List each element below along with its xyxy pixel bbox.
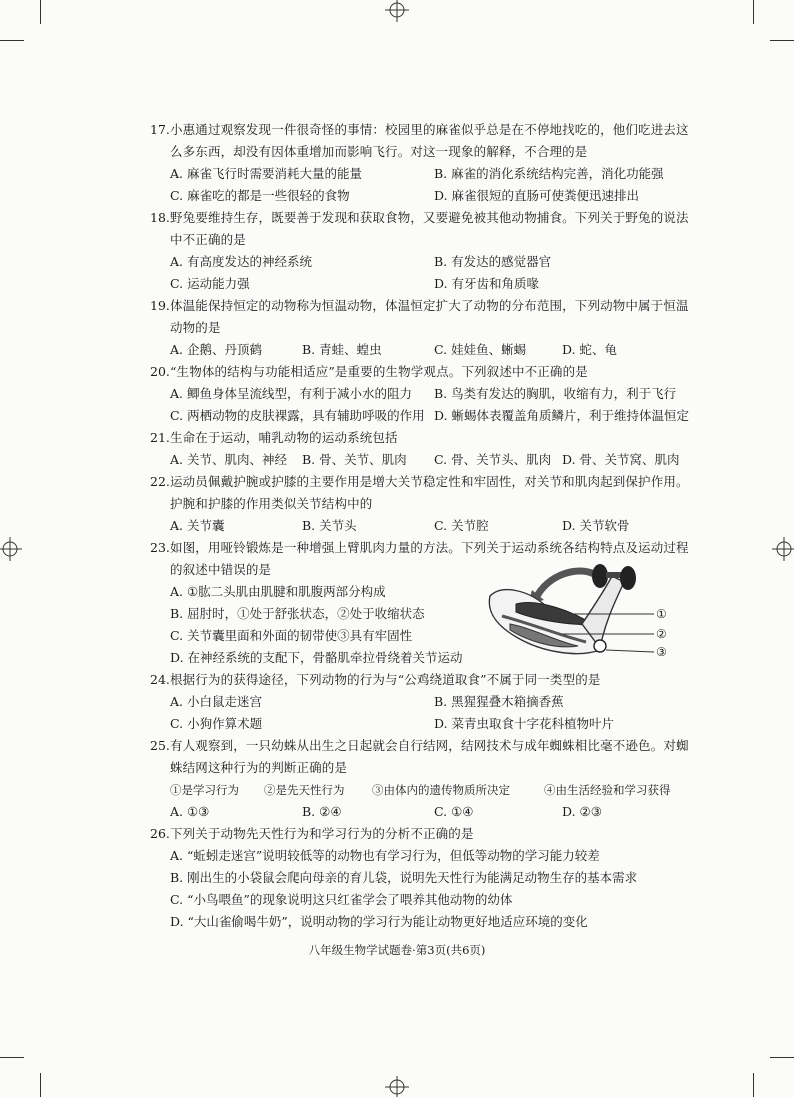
answer-option: A. ①③ xyxy=(170,804,210,819)
crop-mark xyxy=(0,1057,24,1058)
question-number: 26. xyxy=(150,826,170,841)
answer-option: D. 蛇、龟 xyxy=(562,342,618,357)
dumbbell-weight xyxy=(592,564,608,588)
answer-option: A. 有高度发达的神经系统 xyxy=(170,254,312,269)
answer-option: B. 关节头 xyxy=(302,518,357,533)
statement-item: ②是先天性行为 xyxy=(264,783,345,797)
answer-option: C. 两栖动物的皮肤裸露，具有辅助呼吸的作用 xyxy=(170,408,425,423)
answer-option: B. 青蛙、蝗虫 xyxy=(302,342,382,357)
answer-option: D. 骨、关节窝、肌肉 xyxy=(562,452,680,467)
question-stem: 么多东西，却没有因体重增加而影响飞行。对这一现象的解释，不合理的是 xyxy=(170,144,588,159)
answer-option: A. 关节、肌肉、神经 xyxy=(170,452,287,467)
answer-option: C. 娃娃鱼、蜥蜴 xyxy=(434,342,527,357)
dumbbell-bar xyxy=(606,572,622,578)
answer-option: D. 关节软骨 xyxy=(562,518,630,533)
answer-option: C. 运动能力强 xyxy=(170,276,250,291)
answer-option: C. 麻雀吃的都是一些很轻的食物 xyxy=(170,188,350,203)
question-stem: 体温能保持恒定的动物称为恒温动物，体温恒定扩大了动物的分布范围，下列动物中属于恒温 xyxy=(170,298,689,313)
answer-option: B. ②④ xyxy=(302,804,342,819)
answer-option: A. 关节囊 xyxy=(170,518,225,533)
answer-option: D. 有牙齿和角质喙 xyxy=(434,276,540,291)
question-stem: 中不正确的是 xyxy=(170,232,246,247)
question-number: 24. xyxy=(150,672,170,687)
statement-item: ①是学习行为 xyxy=(170,783,239,797)
question-stem: 下列关于动物先天性行为和学习行为的分析不正确的是 xyxy=(170,826,474,841)
crop-mark xyxy=(753,1073,754,1097)
question-stem: 护腕和护膝的作用类似关节结构中的 xyxy=(170,496,373,511)
figure-label-1: ① xyxy=(656,607,667,621)
answer-option: A. “蚯蚓走迷宫”说明较低等的动物也有学习行为，但低等动物的学习能力较差 xyxy=(170,848,600,863)
crop-mark xyxy=(40,0,41,24)
answer-option: B. 骨、关节、肌肉 xyxy=(302,452,407,467)
question-stem: 如图，用哑铃锻炼是一种增强上臂肌肉力量的方法。下列关于运动系统各结构特点及运动过程 xyxy=(170,540,689,555)
answer-option: D. 蜥蜴体表覆盖角质鳞片，利于维持体温恒定 xyxy=(434,408,690,423)
arm-dumbbell-figure xyxy=(482,562,682,666)
answer-option: B. 黑猩猩叠木箱摘香蕉 xyxy=(434,694,564,709)
leader-line-3 xyxy=(606,650,654,652)
curved-arrow-icon xyxy=(536,571,594,598)
dumbbell-weight xyxy=(620,566,636,590)
answer-option: A. ①肱二头肌由肌腱和肌腹两部分构成 xyxy=(170,584,386,599)
question-number: 23. xyxy=(150,540,170,555)
answer-option: B. 屈肘时，①处于舒张状态，②处于收缩状态 xyxy=(170,606,425,621)
question-number: 20. xyxy=(150,364,170,379)
answer-option: A. 鲫鱼身体呈流线型，有利于减小水的阻力 xyxy=(170,386,412,401)
answer-option: A. 麻雀飞行时需要消耗大量的能量 xyxy=(170,166,362,181)
question-number: 21. xyxy=(150,430,170,445)
crop-mark xyxy=(753,0,754,24)
question-stem: 动物的是 xyxy=(170,320,221,335)
registration-mark-left-icon xyxy=(0,535,22,563)
question-stem: 生命在于运动，哺乳动物的运动系统包括 xyxy=(170,430,398,445)
question-number: 17. xyxy=(150,122,170,137)
answer-option: D. ②③ xyxy=(562,804,602,819)
crop-mark xyxy=(0,40,24,41)
question-number: 18. xyxy=(150,210,170,225)
answer-option: D. 菜青虫取食十字花科植物叶片 xyxy=(434,716,615,731)
question-stem: 运动员佩戴护腕或护膝的主要作用是增大关节稳定性和牢固性，对关节和肌肉起到保护作用。 xyxy=(170,474,689,489)
registration-mark-top-icon xyxy=(383,0,411,22)
answer-option: D. 在神经系统的支配下，骨骼肌牵拉骨绕着关节运动 xyxy=(170,650,463,665)
statement-item: ③由体内的遗传物质所决定 xyxy=(372,783,510,797)
elbow-joint xyxy=(594,640,606,652)
question-stem: “生物体的结构与功能相适应”是重要的生物学观点。下列叙述中不正确的是 xyxy=(170,364,588,379)
answer-option: A. 小白鼠走迷宫 xyxy=(170,694,262,709)
question-stem: 小惠通过观察发现一件很奇怪的事情：校园里的麻雀似乎总是在不停地找吃的，他们吃进去这 xyxy=(170,122,689,137)
answer-option: A. 企鹅、丹顶鹤 xyxy=(170,342,262,357)
question-stem: 的叙述中错误的是 xyxy=(170,562,272,577)
answer-option: B. 有发达的感觉器官 xyxy=(434,254,552,269)
statement-item: ④由生活经验和学习获得 xyxy=(544,783,671,797)
question-number: 22. xyxy=(150,474,170,489)
figure-label-3: ③ xyxy=(656,645,667,659)
answer-option: C. “小鸟喂鱼”的现象说明这只红雀学会了喂养其他动物的幼体 xyxy=(170,892,513,907)
crop-mark xyxy=(770,40,794,41)
question-stem: 根据行为的获得途径，下列动物的行为与“公鸡绕道取食”不属于同一类型的是 xyxy=(170,672,601,687)
crop-mark xyxy=(770,1057,794,1058)
answer-option: B. 鸟类有发达的胸肌，收缩有力，利于飞行 xyxy=(434,386,677,401)
figure-label-2: ② xyxy=(656,627,667,641)
answer-option: C. ①④ xyxy=(434,804,474,819)
answer-option: B. 刚出生的小袋鼠会爬向母亲的育儿袋，说明先天性行为能满足动物生存的基本需求 xyxy=(170,870,638,885)
answer-option: C. 关节囊里面和外面的韧带使③具有牢固性 xyxy=(170,628,413,643)
registration-mark-right-icon xyxy=(772,535,794,563)
registration-mark-bottom-icon xyxy=(383,1076,411,1097)
question-stem: 有人观察到，一只幼蛛从出生之日起就会自行结网，结网技术与成年蜘蛛相比毫不逊色。对蜘 xyxy=(170,738,689,753)
page-footer: 八年级生物学试题卷·第3页(共6页) xyxy=(308,943,486,957)
crop-mark xyxy=(40,1073,41,1097)
answer-option: D. 麻雀很短的直肠可使粪便迅速排出 xyxy=(434,188,640,203)
question-stem: 野兔要维持生存，既要善于发现和获取食物，又要避免被其他动物捕食。下列关于野兔的说法 xyxy=(170,210,689,225)
question-number: 25. xyxy=(150,738,170,753)
answer-option: B. 麻雀的消化系统结构完善，消化功能强 xyxy=(434,166,664,181)
answer-option: C. 关节腔 xyxy=(434,518,489,533)
question-stem: 蛛结网这种行为的判断正确的是 xyxy=(170,760,348,775)
answer-option: C. 骨、关节头、肌肉 xyxy=(434,452,552,467)
question-number: 19. xyxy=(150,298,170,313)
answer-option: D. “大山雀偷喝牛奶”，说明动物的学习行为能让动物更好地适应环境的变化 xyxy=(170,914,588,929)
answer-option: C. 小狗作算术题 xyxy=(170,716,263,731)
